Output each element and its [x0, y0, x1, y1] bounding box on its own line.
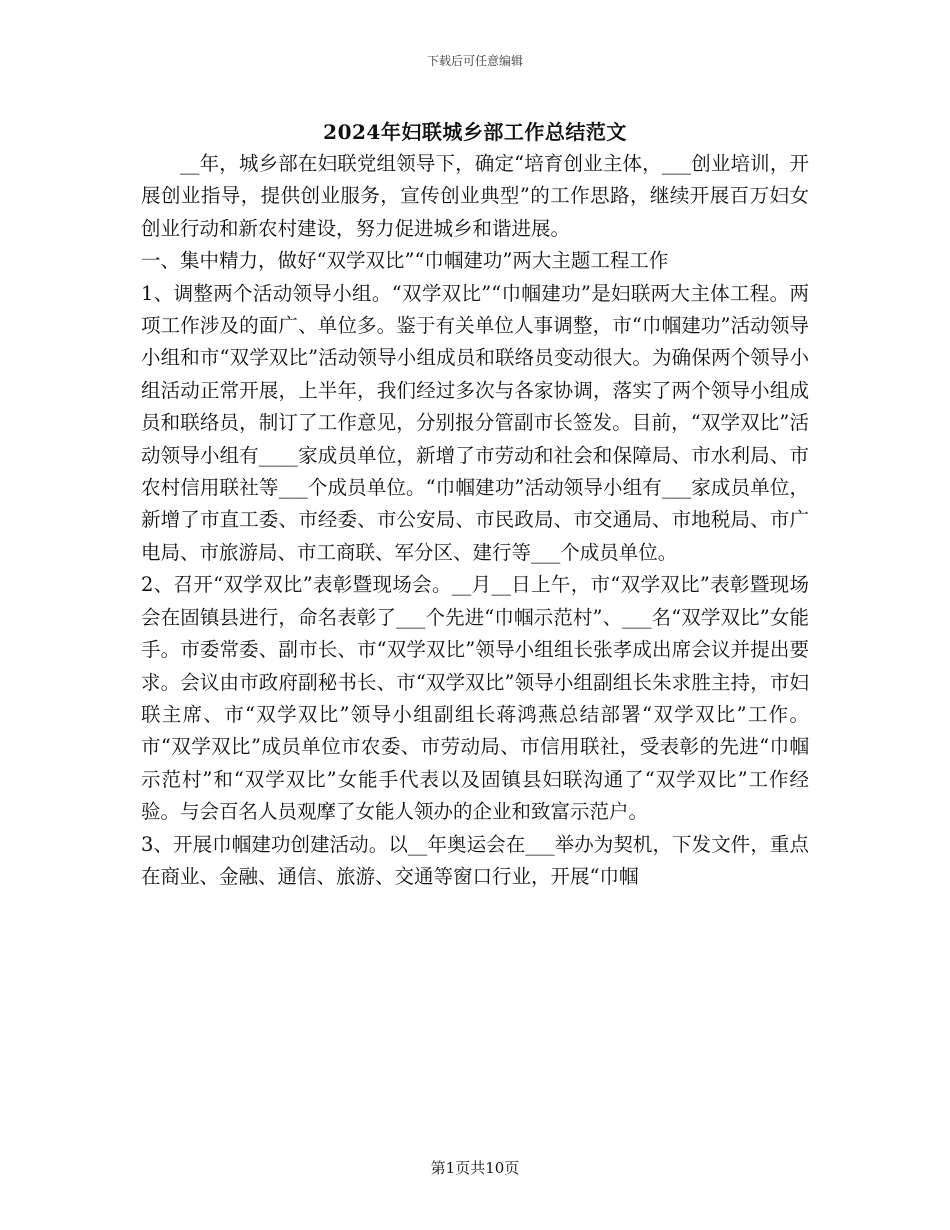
page-footer-number: 第1页共10页 [430, 1159, 520, 1177]
document-title: 2024年妇联城乡部工作总结范文 [323, 120, 627, 144]
paragraph-intro: __年，城乡部在妇联党组领导下，确定“培育创业主体，___创业培训，开展创业指导，提供创业服务，宣传创业典型”的工作思路，继续开展百万妇女创业行动和新农村建设，努力促进城乡和谐进展。 [141, 152, 809, 240]
page-header-note: 下载后可任意编辑 [426, 54, 523, 68]
paragraph-item-3: 3、开展巾帼建功创建活动。以__年奥运会在___举办为契机，下发文件，重点在商业、金融、通信、旅游、交通等窗口行业，开展“巾帼 [141, 832, 809, 888]
document-body [141, 148, 809, 893]
section-heading-1: 一、集中精力，做好“双学双比”“巾帼建功”两大主题工程工作 [141, 249, 669, 273]
paragraph-item-1: 1、调整两个活动领导小组。“双学双比”“巾帼建功”是妇联两大主体工程。两项工作涉及的面广、单位多。鉴于有关单位人事调整，市“巾帼建功”活动领导小组和市“双学双比”活动领导小组成员和联络员变动很大。为确保两个领导小组活动正常开展，上半年，我们经过多次与各家协调，落实了两个领导小组成员和联络员，制订了工作意见，分别报分管副市长签发。目前，“双学双比”活动领导小组有____家成员单位，新增了市劳动和社会和保障局、市水利局、市农村信用联社等___个成员单位。“巾帼建功”活动领导小组有___家成员单位，新增了市直工委、市经委、市公安局、市民政局、市交通局、市地税局、市广电局、市旅游局、市工商联、军分区、建行等___个成员单位。 [141, 281, 809, 564]
paragraph-item-2: 2、召开“双学双比”表彰暨现场会。__月__日上午，市“双学双比”表彰暨现场会在固镇县进行，命名表彰了___个先进“巾帼示范村”、___名“双学双比”女能手。市委常委、副市长、市“双学双比”领导小组组长张孝成出席会议并提出要求。会议由市政府副秘书长、市“双学双比”领导小组副组长朱求胜主持，市妇联主席、市“双学双比”领导小组副组长蒋鸿燕总结部署“双学双比”工作。市“双学双比”成员单位市农委、市劳动局、市信用联社，受表彰的先进“巾帼示范村”和“双学双比”女能手代表以及固镇县妇联沟通了“双学双比”工作经验。与会百名人员观摩了女能人领办的企业和致富示范户。 [141, 573, 809, 824]
